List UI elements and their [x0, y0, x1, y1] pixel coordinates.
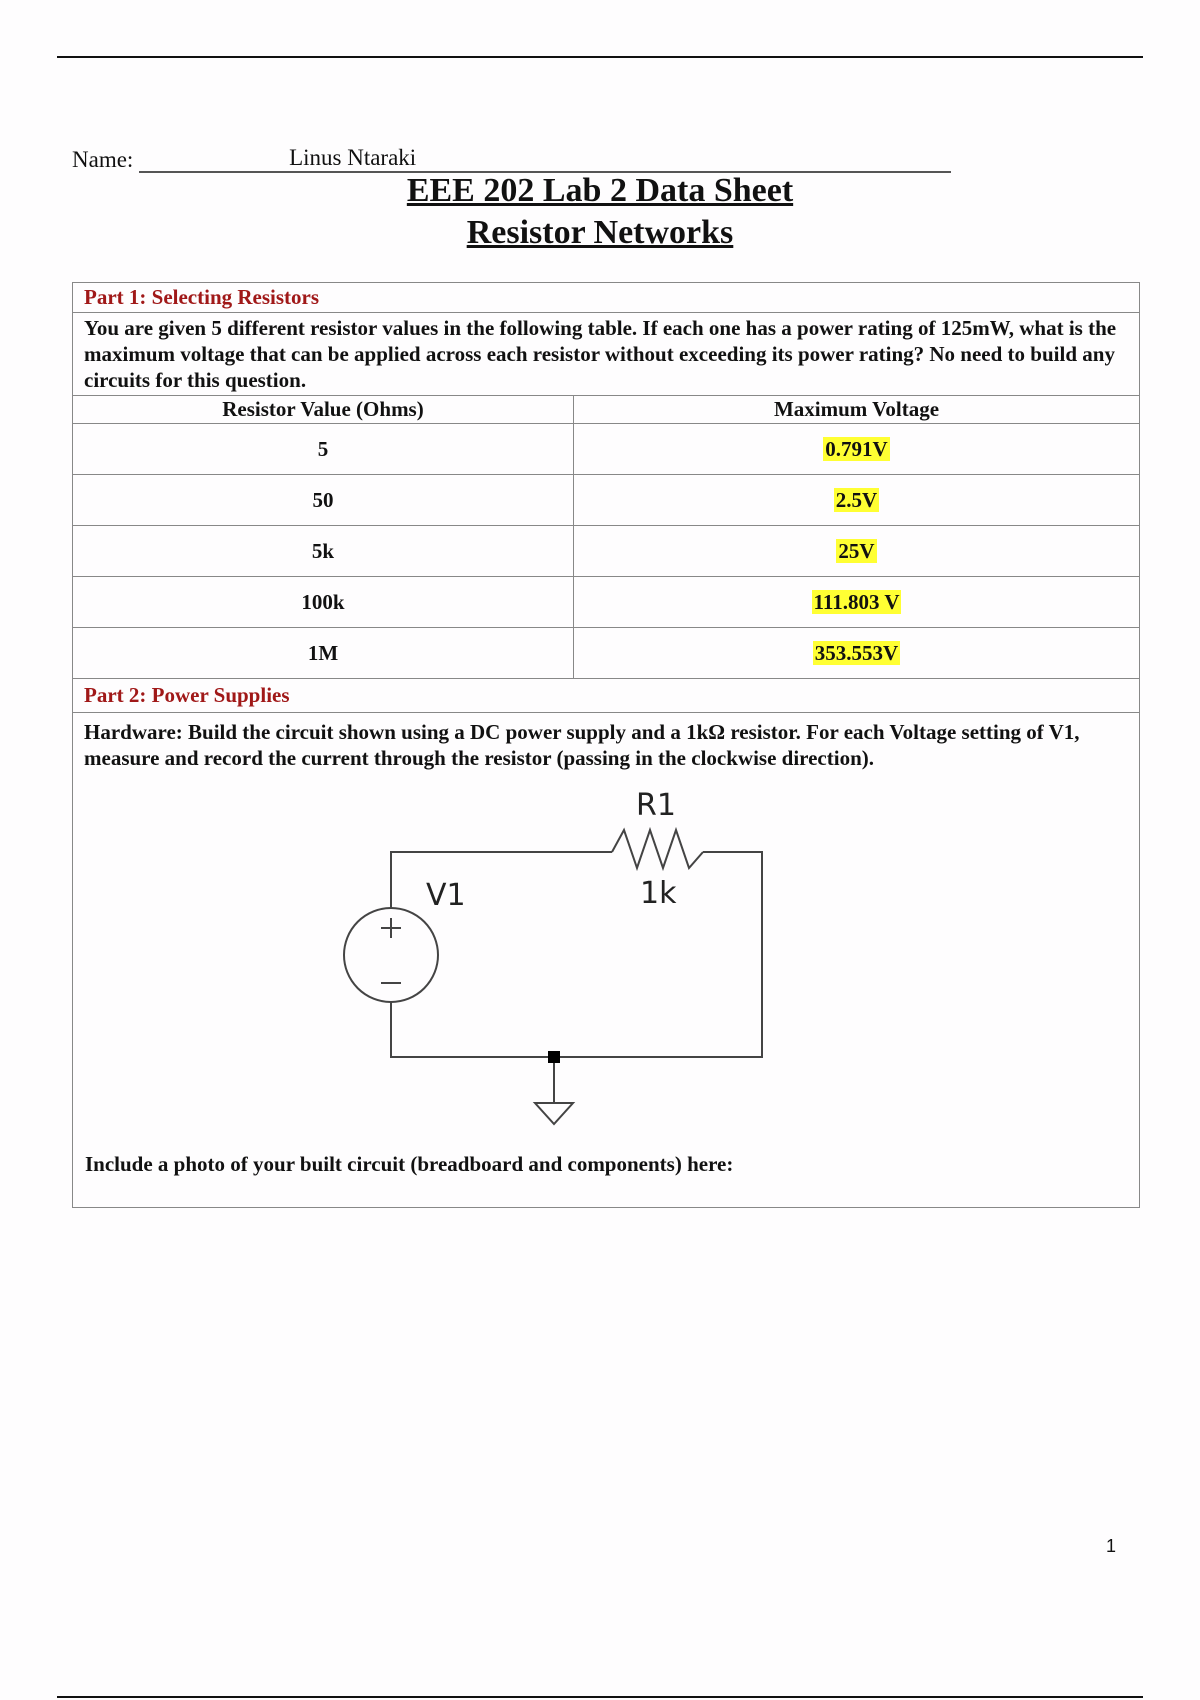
part1-heading: Part 1: Selecting Resistors	[73, 283, 1140, 313]
voltage-cell: 0.791V	[825, 436, 888, 461]
resistor-name: R1	[636, 788, 676, 823]
name-text: Linus Ntaraki	[289, 145, 417, 170]
column-header-voltage: Maximum Voltage	[574, 396, 1140, 424]
voltage-cell: 353.553V	[814, 640, 899, 665]
voltage-cell: 111.803 V	[813, 589, 900, 614]
column-header-resistor: Resistor Value (Ohms)	[73, 396, 574, 424]
resistor-value: 1k	[640, 876, 677, 911]
resistor-cell: 100k	[73, 577, 574, 628]
source-name: V1	[426, 878, 466, 913]
name-label: Name:	[72, 147, 134, 172]
resistor-icon	[612, 830, 703, 868]
page-title: EEE 202 Lab 2 Data Sheet	[406, 172, 794, 209]
voltage-cell: 25V	[838, 538, 875, 563]
ground-icon	[535, 1103, 573, 1124]
bottom-rule	[57, 1696, 1143, 1698]
part2-description: Hardware: Build the circuit shown using a DC power supply and a 1kΩ resistor. For each Voltage setting of V1, measure and record the current through the resistor (passing in the clockwise direction).	[84, 720, 1080, 770]
part2-heading: Part 2: Power Supplies	[73, 679, 1140, 713]
resistor-cell: 5	[73, 424, 574, 475]
junction-node	[548, 1051, 560, 1063]
voltage-cell: 2.5V	[835, 487, 878, 512]
photo-prompt: Include a photo of your built circuit (breadboard and components) here:	[85, 1152, 734, 1176]
resistor-cell: 5k	[73, 526, 574, 577]
part1-description: You are given 5 different resistor values in the following table. If each one has a power rating of 125mW, what is the maximum voltage that can be applied across each resistor without exceeding its power rating? No need to build any circuits for this question.	[73, 313, 1140, 396]
resistor-cell: 1M	[73, 628, 574, 679]
page-subtitle: Resistor Networks	[466, 214, 734, 251]
wire	[391, 852, 612, 908]
resistor-cell: 50	[73, 475, 574, 526]
page-number: 1	[1106, 1536, 1117, 1556]
